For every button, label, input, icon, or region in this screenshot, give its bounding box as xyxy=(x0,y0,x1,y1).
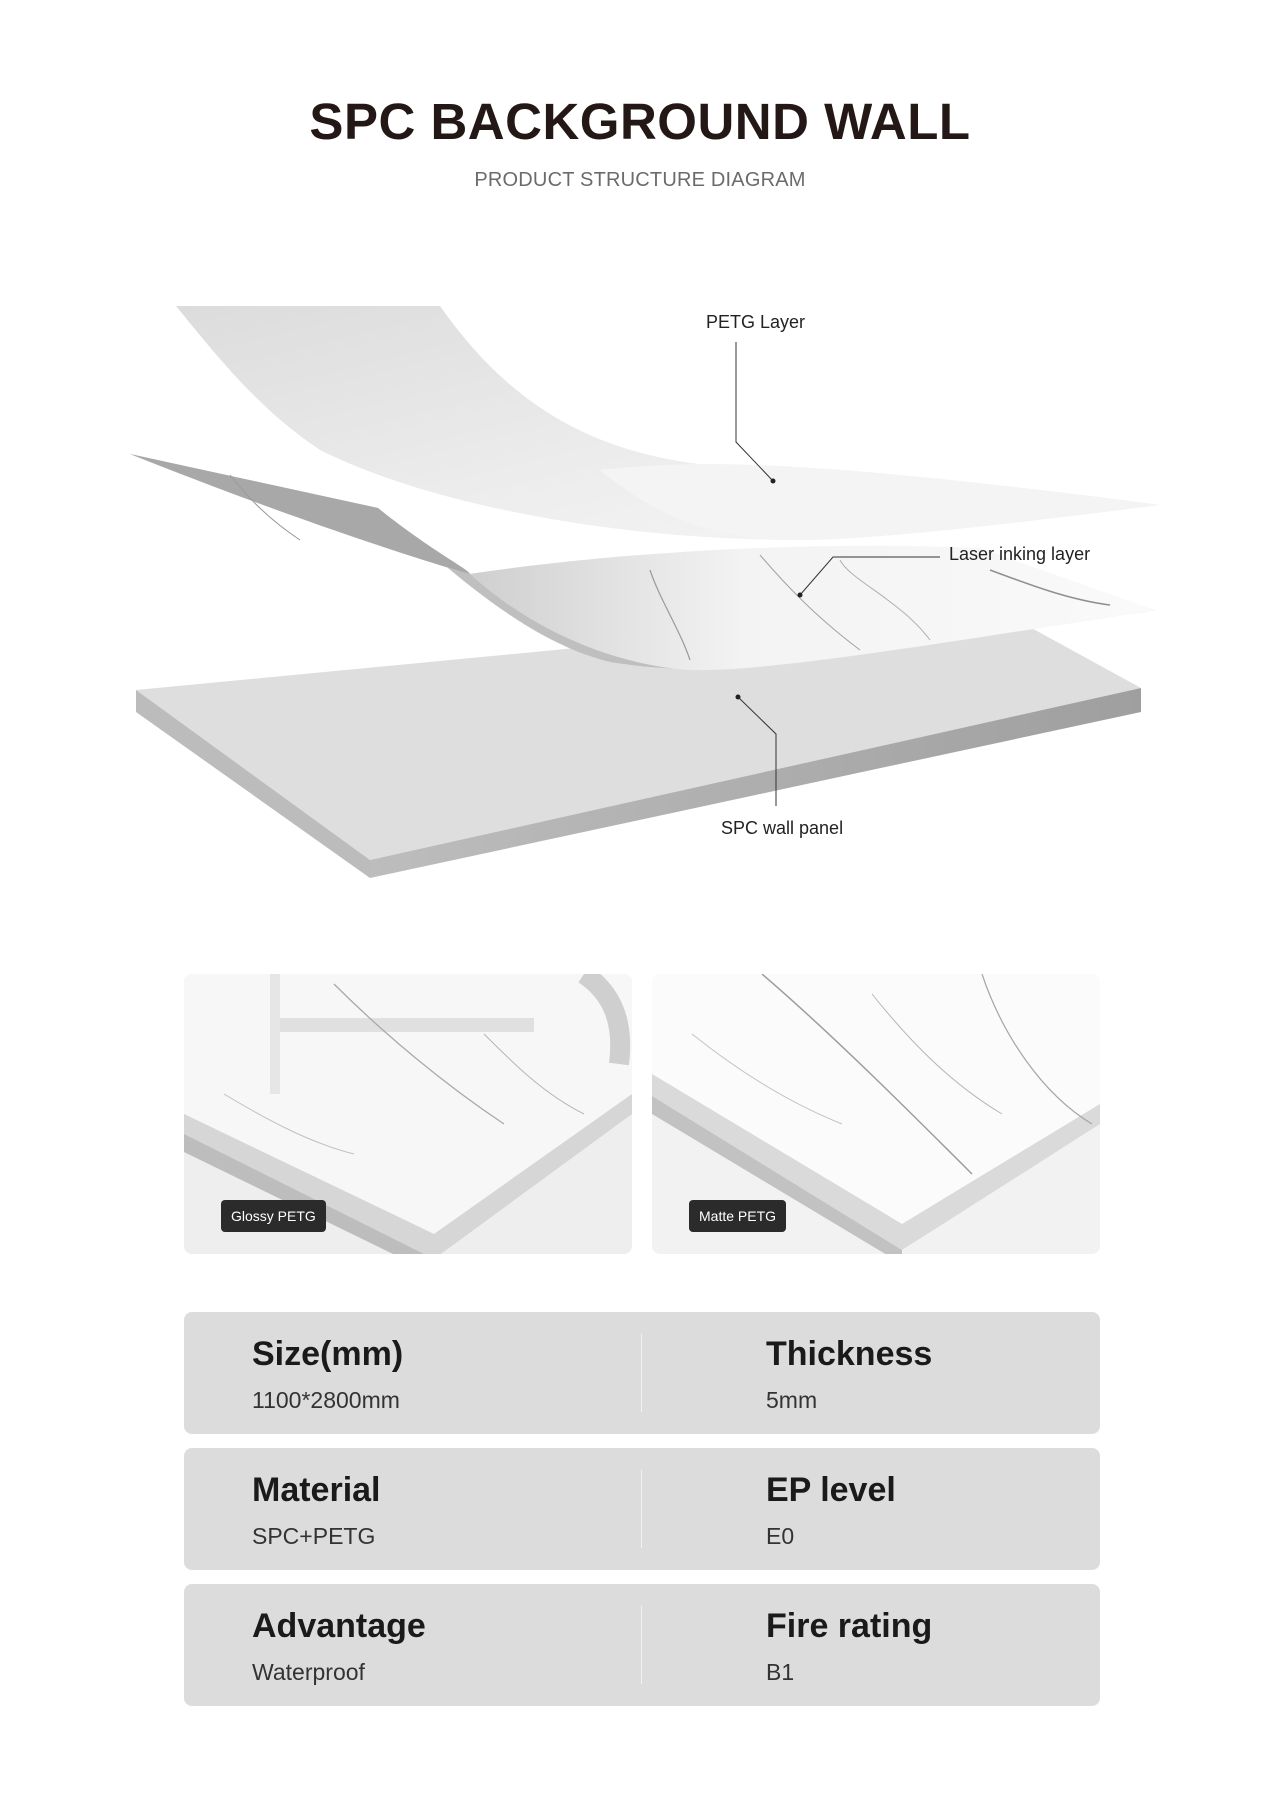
spec-row-advantage-fire xyxy=(184,1584,1100,1706)
spec-cell-advantage xyxy=(252,1606,426,1686)
laser-inking-layer-label: Laser inking layer xyxy=(949,544,1091,564)
spec-value: Waterproof xyxy=(252,1659,365,1685)
spec-value: E0 xyxy=(766,1523,795,1549)
spec-row-material-ep xyxy=(184,1448,1100,1570)
matte-petg-badge: Matte PETG xyxy=(689,1200,786,1232)
page-subtitle: PRODUCT STRUCTURE DIAGRAM xyxy=(474,169,806,191)
spec-divider xyxy=(641,1606,642,1684)
spec-cell-ep-level xyxy=(766,1470,896,1550)
glossy-petg-photo xyxy=(184,974,632,1254)
petg-layer-label: PETG Layer xyxy=(706,312,806,332)
glossy-petg-badge: Glossy PETG xyxy=(221,1200,326,1232)
spec-value: B1 xyxy=(766,1659,795,1685)
spec-cell-thickness xyxy=(766,1334,932,1414)
spec-label: Advantage xyxy=(252,1607,426,1645)
spec-value: 1100*2800mm xyxy=(252,1387,400,1413)
spec-divider xyxy=(641,1334,642,1412)
spec-label: Size(mm) xyxy=(252,1335,404,1373)
matte-petg-photo xyxy=(652,974,1100,1254)
structure-diagram-art xyxy=(0,0,1280,900)
spec-cell-size xyxy=(252,1334,403,1414)
page-title: SPC BACKGROUND WALL xyxy=(309,93,971,150)
petg-leader-line xyxy=(736,342,773,481)
spec-divider xyxy=(641,1470,642,1548)
spec-value: 5mm xyxy=(766,1387,818,1413)
spec-label: Fire rating xyxy=(766,1607,933,1645)
spec-row-size-thickness xyxy=(184,1312,1100,1434)
spec-cell-fire-rating xyxy=(766,1606,932,1686)
spec-label: EP level xyxy=(766,1471,896,1509)
spec-cell-material xyxy=(252,1470,381,1550)
spec-label: Material xyxy=(252,1471,381,1509)
structure-diagram xyxy=(0,0,1280,900)
spc-wall-panel-label: SPC wall panel xyxy=(721,818,844,838)
spec-value: SPC+PETG xyxy=(252,1523,376,1549)
spec-label: Thickness xyxy=(766,1335,933,1373)
